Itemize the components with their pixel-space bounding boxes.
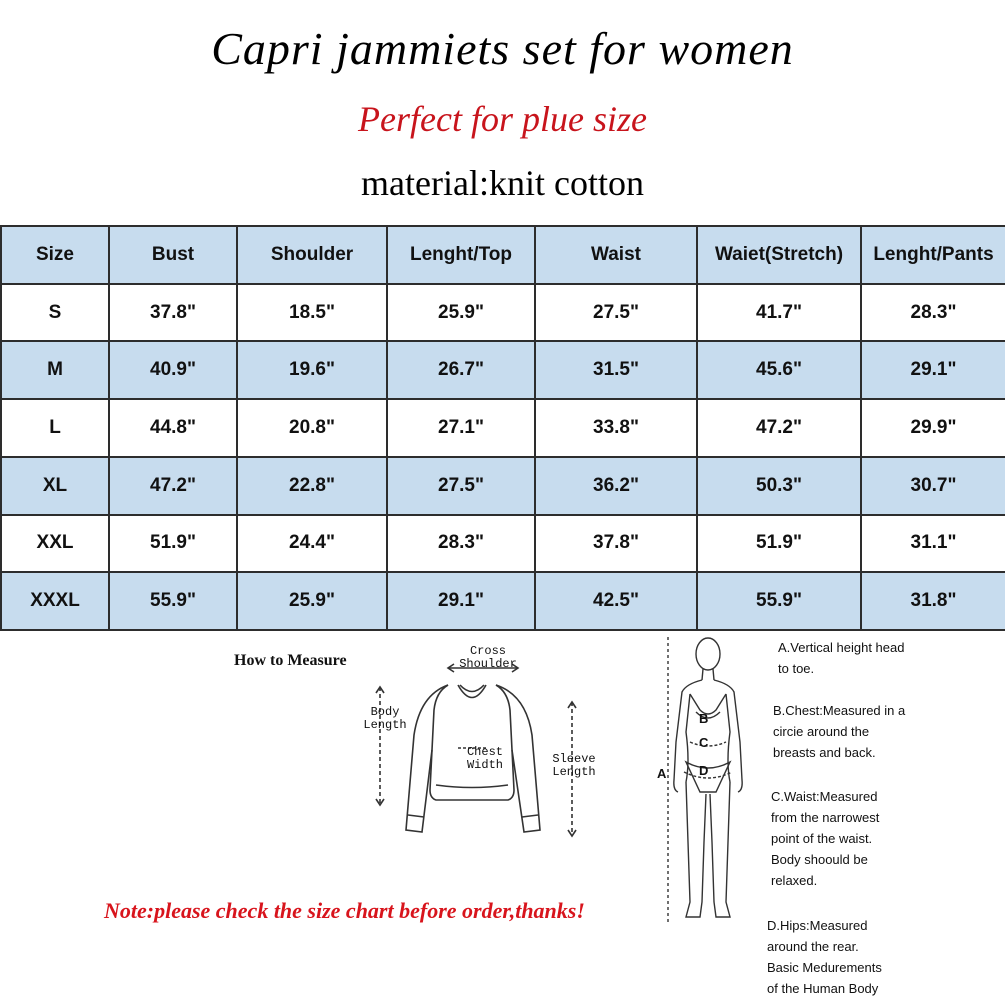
table-cell: 19.6" — [237, 341, 387, 399]
table-cell: 27.5" — [387, 457, 535, 515]
table-cell: 28.3" — [387, 515, 535, 573]
table-cell: 51.9" — [109, 515, 237, 573]
cross-shoulder-label-line1: Cross — [469, 644, 506, 658]
table-row — [1, 399, 1005, 457]
description-line: point of the waist. — [771, 831, 873, 846]
table-header-row — [1, 226, 1005, 284]
material-line: material:knit cotton — [361, 163, 644, 203]
table-cell: 28.3" — [861, 284, 1005, 342]
table-cell: XXL — [1, 515, 109, 573]
table-cell: 31.8" — [861, 572, 1005, 630]
cross-shoulder-label — [448, 645, 528, 671]
table-cell: 40.9" — [109, 341, 237, 399]
table-cell: 29.1" — [387, 572, 535, 630]
table-row — [1, 284, 1005, 342]
figure-letter-b: B — [699, 711, 709, 726]
description-line: D.Hips:Measured — [767, 918, 868, 933]
description-line: Basic Medurements — [767, 960, 882, 975]
table-cell: 50.3" — [697, 457, 861, 515]
description-line: A.Vertical height head — [778, 640, 905, 655]
chest-width-label-line1: Chest — [466, 745, 503, 759]
body-length-label — [355, 706, 415, 732]
subtitle: Perfect for plue size — [358, 99, 647, 139]
table-row — [1, 341, 1005, 399]
header-cell: Waiet(Stretch) — [697, 226, 861, 284]
table-cell: 55.9" — [697, 572, 861, 630]
description-c — [771, 786, 879, 891]
how-to-measure-heading: How to Measure — [234, 652, 347, 669]
size-chart-table — [0, 225, 1005, 631]
description-b — [773, 700, 905, 763]
description-a — [778, 637, 904, 679]
table-cell: 29.1" — [861, 341, 1005, 399]
description-line: circie around the — [773, 724, 870, 739]
table-cell: L — [1, 399, 109, 457]
header-cell: Waist — [535, 226, 697, 284]
cross-shoulder-label-line2: Shoulder — [459, 657, 517, 671]
table-cell: XXXL — [1, 572, 109, 630]
table-cell: 37.8" — [535, 515, 697, 573]
header-cell: Bust — [109, 226, 237, 284]
figure-letter-d: D — [699, 763, 709, 778]
table-cell: 36.2" — [535, 457, 697, 515]
header-cell: Shoulder — [237, 226, 387, 284]
description-line: breasts and back. — [773, 745, 876, 760]
table-cell: 22.8" — [237, 457, 387, 515]
table-cell: 30.7" — [861, 457, 1005, 515]
table-cell: 24.4" — [237, 515, 387, 573]
description-line: to toe. — [778, 661, 815, 676]
table-cell: 55.9" — [109, 572, 237, 630]
body-length-label-line2: Length — [363, 718, 407, 732]
table-row — [1, 457, 1005, 515]
table-cell: 18.5" — [237, 284, 387, 342]
table-cell: 31.1" — [861, 515, 1005, 573]
chest-width-label — [455, 746, 515, 772]
description-line: C.Waist:Measured — [771, 789, 878, 804]
table-cell: 51.9" — [697, 515, 861, 573]
table-cell: 25.9" — [237, 572, 387, 630]
table-cell: 47.2" — [109, 457, 237, 515]
table-cell: 47.2" — [697, 399, 861, 457]
table-cell: 37.8" — [109, 284, 237, 342]
table-cell: 26.7" — [387, 341, 535, 399]
description-line: relaxed. — [771, 873, 818, 888]
description-line: B.Chest:Measured in a — [773, 703, 906, 718]
table-cell: M — [1, 341, 109, 399]
table-cell: 31.5" — [535, 341, 697, 399]
chest-width-label-line2: Width — [466, 758, 503, 772]
description-line: around the rear. — [767, 939, 859, 954]
table-cell: XL — [1, 457, 109, 515]
table-cell: 45.6" — [697, 341, 861, 399]
table-cell: 27.1" — [387, 399, 535, 457]
table-cell: 42.5" — [535, 572, 697, 630]
header-cell: Size — [1, 226, 109, 284]
table-cell: 25.9" — [387, 284, 535, 342]
table-cell: 41.7" — [697, 284, 861, 342]
table-cell: 44.8" — [109, 399, 237, 457]
table-row — [1, 572, 1005, 630]
table-row — [1, 515, 1005, 573]
description-line: from the narrowest — [771, 810, 880, 825]
body-length-label-line1: Body — [370, 705, 400, 719]
figure-letter-a: A — [657, 766, 667, 781]
table-cell: 27.5" — [535, 284, 697, 342]
table-cell: 33.8" — [535, 399, 697, 457]
description-line: of the Human Body — [767, 981, 879, 996]
description-d — [767, 915, 882, 999]
note-text: Note:please check the size chart before order,thanks! — [104, 898, 585, 923]
table-cell: 20.8" — [237, 399, 387, 457]
figure-letter-c: C — [699, 735, 709, 750]
sleeve-length-label — [542, 753, 606, 779]
table-cell: S — [1, 284, 109, 342]
table-cell: 29.9" — [861, 399, 1005, 457]
description-line: Body shoould be — [771, 852, 868, 867]
sleeve-length-label-line2: Length — [552, 765, 596, 779]
header-cell: Lenght/Pants — [861, 226, 1005, 284]
header-cell: Lenght/Top — [387, 226, 535, 284]
sleeve-length-label-line1: Sleeve — [552, 752, 596, 766]
body-figure-diagram — [660, 632, 770, 932]
page-title: Capri jammiets set for women — [211, 23, 794, 74]
